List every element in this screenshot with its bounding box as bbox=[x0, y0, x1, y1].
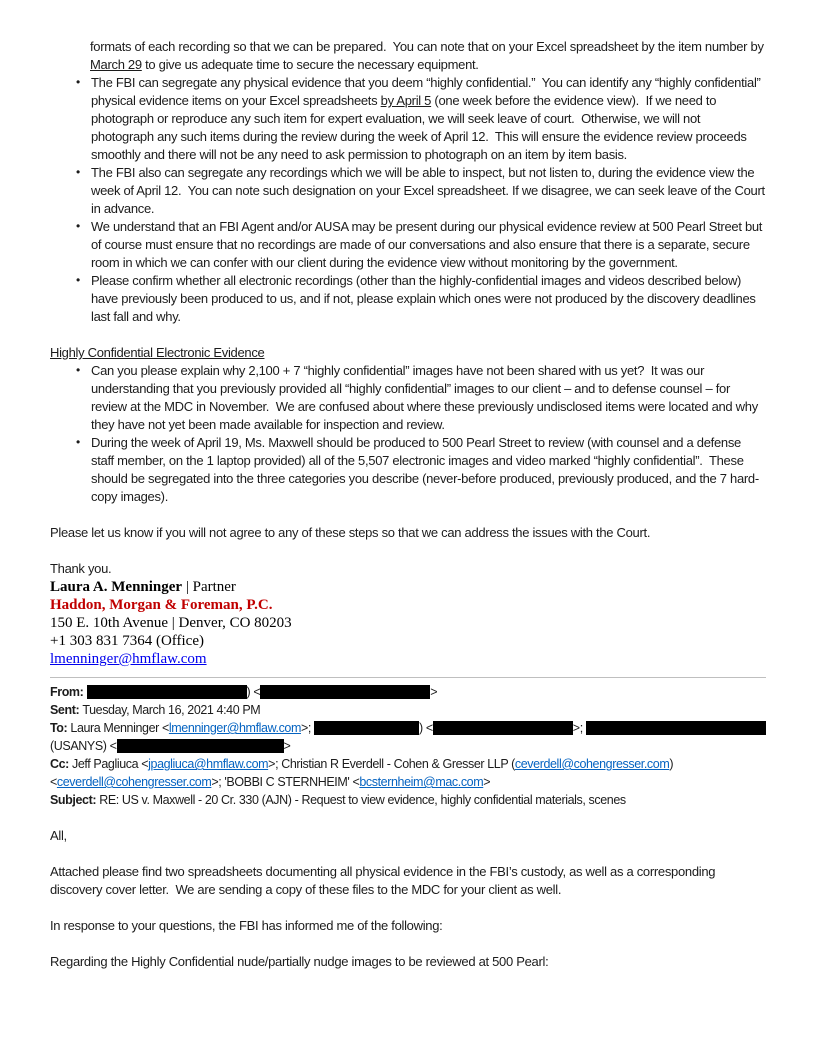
email-address-link[interactable]: jpagliuca@hmflaw.com bbox=[148, 757, 269, 771]
text-segment: ) < bbox=[419, 721, 433, 735]
paragraph-salutation bbox=[50, 827, 766, 845]
text-segment: formats of each recording so that we can be prepared. You can note that on your Excel spreadsheet by the item number by bbox=[90, 39, 767, 54]
bullet-item-fbi-agent bbox=[50, 218, 766, 272]
text-segment: Thank you. bbox=[50, 561, 112, 576]
bullet-item-maxwell-review bbox=[50, 434, 766, 506]
blank-line bbox=[50, 899, 766, 917]
signature-name-line bbox=[50, 578, 766, 596]
text-segment: +1 303 831 7364 (Office) bbox=[50, 633, 204, 649]
text-segment: to give us adequate time to secure the necessary equipment. bbox=[141, 57, 479, 72]
text-segment: RE: US v. Maxwell - 20 Cr. 330 (AJN) - Request to view evidence, highly confidential materials, scenes bbox=[99, 793, 626, 807]
text-segment: >; 'BOBBI C STERNHEIM' < bbox=[211, 775, 360, 789]
text-segment: >; Christian R Everdell - Cohen & Gresser LLP ( bbox=[268, 757, 515, 771]
text-segment: Sent: bbox=[50, 703, 83, 717]
text-segment: (one week before the evidence view). If we need to photograph or reproduce any such item for expert evaluation, we will seek leave of court. Otherwise, we will not photograph any such items during the review during the week of April 12. This will ensure the evidence review proceeds smoothly and there will not be any need to ask permission to photograph on an item by item basis. bbox=[91, 93, 750, 162]
text-segment: The FBI also can segregate any recordings which we will be able to inspect, but not listen to, during the evidence view the week of April 12. You can note such designation on your Excel spreadsheet. If we disagree, we can seek leave of the Court in advance. bbox=[91, 165, 769, 216]
text-segment: >; bbox=[301, 721, 315, 735]
bullet-marker-icon: • bbox=[76, 165, 80, 179]
text-segment: Haddon, Morgan & Foreman, P.C. bbox=[50, 597, 273, 613]
blank-line bbox=[50, 542, 766, 560]
header-cc bbox=[50, 755, 766, 791]
blank-line bbox=[50, 809, 766, 827]
text-segment: > bbox=[483, 775, 491, 789]
text-segment: > bbox=[430, 685, 438, 699]
text-segment: The FBI can segregate any physical evidence that you deem “highly confidential.” You can identify any “highly confidential” physical evidence items on your Excel spreadsheets bbox=[91, 75, 764, 108]
text-segment: Please confirm whether all electronic recordings (other than the highly-confidential images and videos described below) have previously been produced to us, and if not, please explain which ones were not produced by the discovery deadlines last fall and why. bbox=[91, 273, 759, 324]
bullet-item-physical-evidence bbox=[50, 74, 766, 164]
header-sent bbox=[50, 701, 766, 719]
text-segment: Regarding the Highly Confidential nude/partially nudge images to be reviewed at 500 Pearl: bbox=[50, 954, 549, 969]
text-segment: (USANYS) < bbox=[50, 739, 117, 753]
paragraph-court-notice bbox=[50, 524, 766, 542]
text-segment: All, bbox=[50, 828, 67, 843]
redaction-bar bbox=[586, 721, 766, 735]
text-segment: March 29 bbox=[90, 57, 142, 72]
bullet-item-confirm-recordings bbox=[50, 272, 766, 326]
bullet-marker-icon: • bbox=[76, 219, 80, 233]
redaction-bar bbox=[87, 685, 247, 699]
text-segment: Subject: bbox=[50, 793, 100, 807]
text-segment: > bbox=[283, 739, 291, 753]
reply-separator-rule bbox=[50, 677, 766, 678]
blank-line bbox=[50, 326, 766, 344]
signature-address-line bbox=[50, 614, 766, 632]
signature-firm-line bbox=[50, 596, 766, 614]
text-segment: Can you please explain why 2,100 + 7 “highly confidential” images have not been shared with us yet? It was our understanding that you previously provided all “highly confidential” images to our client – and to defense counsel – for review at the MDC in November. We are confused about where these previously undisclosed items were located and why they have not yet been made available for inspection and review. bbox=[91, 363, 762, 432]
blank-line bbox=[50, 935, 766, 953]
signature-phone-line bbox=[50, 632, 766, 650]
text-segment: | Partner bbox=[182, 579, 236, 595]
bullet-item-images-not-shared bbox=[50, 362, 766, 434]
bullet-item-recordings bbox=[50, 164, 769, 218]
email-address-link[interactable]: ceverdell@cohengresser.com bbox=[56, 775, 212, 789]
text-segment: Cc: bbox=[50, 757, 73, 771]
signature-email-line bbox=[50, 650, 766, 668]
text-segment: ) < bbox=[246, 685, 261, 699]
header-from bbox=[50, 683, 766, 701]
text-segment: Attached please find two spreadsheets documenting all physical evidence in the FBI’s custody, as well as a corresponding discovery cover letter. We are sending a copy of these files to the MDC for your client as well. bbox=[50, 864, 719, 897]
text-segment: < bbox=[50, 775, 57, 789]
section-heading-highly-confidential: Highly Confidential Electronic Evidence bbox=[50, 345, 265, 360]
text-segment: ) bbox=[669, 757, 674, 771]
redaction-bar bbox=[433, 721, 573, 735]
bullet-marker-icon: • bbox=[76, 273, 80, 287]
text-segment: Jeff Pagliuca < bbox=[72, 757, 149, 771]
email-address-link[interactable]: lmenninger@hmflaw.com bbox=[50, 651, 207, 667]
bullet-marker-icon: • bbox=[76, 75, 80, 89]
header-to bbox=[50, 719, 766, 755]
text-segment: Tuesday, March 16, 2021 4:40 PM bbox=[82, 703, 261, 717]
bullet-marker-icon: • bbox=[76, 435, 80, 449]
text-segment: Please let us know if you will not agree to any of these steps so that we can address the issues with the Court. bbox=[50, 525, 651, 540]
blank-line bbox=[50, 506, 766, 524]
paragraph-regarding bbox=[50, 953, 766, 971]
email-body bbox=[50, 38, 769, 971]
text-segment: by April 5 bbox=[380, 93, 432, 108]
paragraph-thank-you bbox=[50, 560, 766, 578]
bullet-marker-icon: • bbox=[76, 363, 80, 377]
text-segment: Laura A. Menninger bbox=[50, 579, 183, 595]
email-address-link[interactable]: lmenninger@hmflaw.com bbox=[168, 721, 301, 735]
text-segment: To: bbox=[50, 721, 71, 735]
text-segment: >; bbox=[572, 721, 586, 735]
redaction-bar bbox=[314, 721, 419, 735]
text-segment: During the week of April 19, Ms. Maxwell should be produced to 500 Pearl Street to review (with counsel and a defense staff member, on the 1 laptop provided) all of the 5,507 electronic images and video marked “highly confidential”. These should be segregated into the three categories you describe (never-before produced, previously produced, and the 7 hard-copy images). bbox=[91, 435, 759, 504]
text-segment: Laura Menninger < bbox=[70, 721, 169, 735]
paragraph-in-response bbox=[50, 917, 766, 935]
paragraph-attached bbox=[50, 863, 766, 899]
redaction-bar bbox=[260, 685, 430, 699]
text-segment: 150 E. 10th Avenue | Denver, CO 80203 bbox=[50, 615, 292, 631]
text-segment: From: bbox=[50, 685, 87, 699]
header-subject bbox=[50, 791, 766, 809]
text-segment: In response to your questions, the FBI has informed me of the following: bbox=[50, 918, 443, 933]
text-segment: We understand that an FBI Agent and/or AUSA may be present during our physical evidence review at 500 Pearl Street but of course must ensure that no recordings are made of our conversations and also ensure that there is a separate, secure room in which we can confer with our client during the evidence view without monitoring by the government. bbox=[91, 219, 766, 270]
paragraph-continuation bbox=[50, 38, 766, 74]
blank-line bbox=[50, 845, 766, 863]
redaction-bar bbox=[117, 739, 284, 753]
email-address-link[interactable]: ceverdell@cohengresser.com bbox=[514, 757, 670, 771]
email-address-link[interactable]: bcsternheim@mac.com bbox=[359, 775, 484, 789]
